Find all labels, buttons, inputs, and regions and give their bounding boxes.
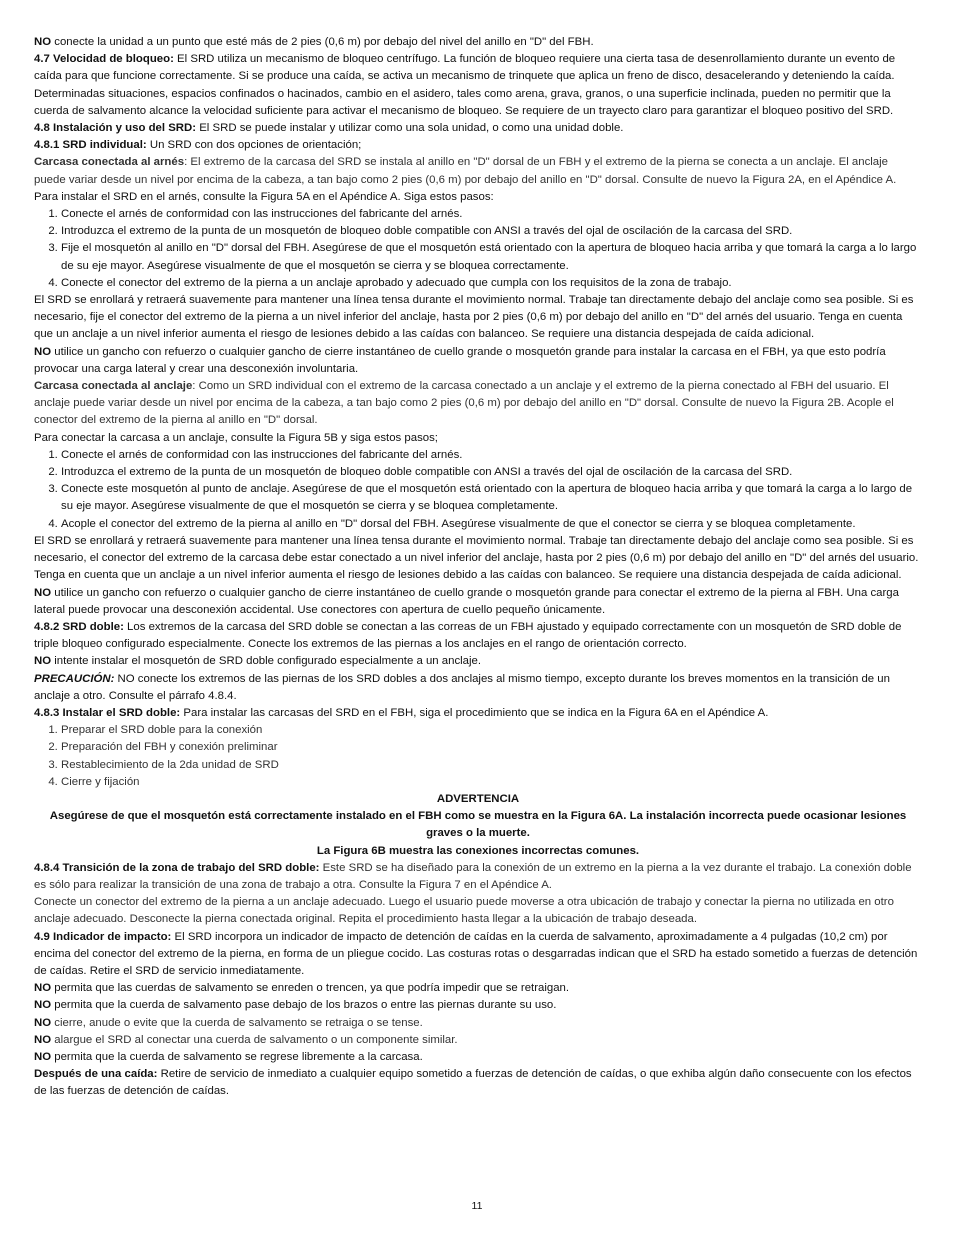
list-item: 2. Introduzca el extremo de la punta de un mosquetón de bloqueo doble compatible con ANSI a través del ojal de oscilación de la carcasa del SRD. <box>61 223 922 240</box>
list-item: 3. Restablecimiento de la 2da unidad de SRD <box>61 757 922 774</box>
paragraph-retract-a: El SRD se enrollará y retraerá suavemente para mantener una línea tensa durante el movimiento normal. Trabaje tan directamente debajo del anclaje como sea posible. Si es necesario, fije el conector del extremo de la pierna a un nivel inferior del anclaje, hasta por 2 pies (0,6 m) por debajo del anillo en "D" del arnés del usuario. Tenga en cuenta que un anclaje a un nivel inferior aumenta el riesgo de lesiones debido a las caídas con balanceo. Se requiere una distancia despejada de caída adicional. <box>34 294 914 341</box>
paragraph-no-3: NO cierre, anude o evite que la cuerda de salvamento se retraiga o se tense. <box>34 1016 423 1029</box>
connect-intro: Para conectar la carcasa a un anclaje, consulte la Figura 5B y siga estos pasos; <box>34 431 438 444</box>
list-item: 4. Acople el conector del extremo de la pierna al anillo en "D" dorsal del FBH. Asegúrese visualmente de que el conector se cierra y se bloquea completamente. <box>61 516 922 533</box>
section-4-8-1: 4.8.1 SRD individual: Un SRD con dos opciones de orientación; <box>34 139 362 152</box>
paragraph-retract-b: El SRD se enrollará y retraerá suavemente para mantener una línea tensa durante el movimiento normal. Trabaje tan directamente debajo del anclaje como sea posible. Si es necesario, el conector del extremo de la carcasa debe estar conectado a un nivel inferior del anclaje, hasta por 2 pies (0,6 m) por debajo del anillo en "D" del arnés del usuario. Tenga en cuenta que un anclaje a un nivel inferior aumenta el riesgo de lesiones debido a las caídas con balanceo. Se requiere una distancia despejada de caída adicional. <box>34 534 919 582</box>
section-4-9: 4.9 Indicador de impacto: El SRD incorpora un indicador de impacto de detención de caídas en la cuerda de salvamento, aproximadamente a 4 pulgadas (10,2 cm) por encima del conector del extremo de la pierna, en forma de un pliegue cocido. Las costuras rotas o desgarradas indican que el SRD ha estado sometido a fuerzas de detención de caídas. Retire el SRD de servicio inmediatamente. <box>34 930 918 977</box>
list-item: 3. Fije el mosquetón al anillo en "D" dorsal del FBH. Asegúrese de que el mosquetón está orientado con la apertura de bloqueo hacia arriba y que tomará la carga a lo largo de su eje mayor. Asegúrese visualmente de que el mosquetón se cierra y se bloquea correctamente. <box>61 240 922 274</box>
paragraph-connect-anchor: Conecte un conector del extremo de la pierna a un anclaje adecuado. Luego el usuario puede moverse a otra ubicación de trabajo y conectar la pierna no utilizada en otro anclaje adecuado. Desconecte la pierna conectada original. Repita el procedimiento hasta llegar a la ubicación de trabajo deseada. <box>34 896 894 926</box>
list-item: 1. Preparar el SRD doble para la conexión <box>61 722 922 739</box>
section-4-8: 4.8 Instalación y uso del SRD: El SRD se puede instalar y utilizar como una sola unidad, o como una unidad doble. <box>34 122 624 135</box>
paragraph-no-hook-a: NO utilice un gancho con refuerzo o cualquier gancho de cierre instantáneo de cuello grande o mosquetón grande para instalar la carcasa en el FBH, ya que esto podría provocar una carga lateral y crear una desconexión involuntaria. <box>34 345 886 375</box>
list-item: 1. Conecte el arnés de conformidad con las instrucciones del fabricante del arnés. <box>61 206 922 223</box>
list-item: 2. Preparación del FBH y conexión preliminar <box>61 739 922 756</box>
paragraph-carcasa-anclaje: Carcasa conectada al anclaje: Como un SRD individual con el extremo de la carcasa conectado a un anclaje y el extremo de la pierna conectado al FBH del usuario. El anclaje puede variar desde un nivel por encima de la cabeza, a tan bajo como 2 pies (0,6 m) por debajo del anillo en "D" dorsal. Consulte de nuevo la Figura 2B. Acople el conector del extremo de la pierna al anillo en "D" dorsal. <box>34 380 894 427</box>
paragraph-carcasa-arnes: Carcasa conectada al arnés: El extremo de la carcasa del SRD se instala al anillo en "D" dorsal de un FBH y el extremo de la pierna se conecta a un anclaje. El anclaje puede variar desde un nivel por encima de la cabeza, a tan bajo como 2 pies (0,6 m) por debajo del anillo en "D" dorsal. Consulte de nuevo la Figura 2A, en el Apéndice A. <box>34 156 897 186</box>
steps-list-a <box>34 206 922 292</box>
list-item: 4. Conecte el conector del extremo de la pierna a un anclaje aprobado y adecuado que cumpla con los requisitos de la zona de trabajo. <box>61 275 922 292</box>
paragraph-no-connect: NO conecte la unidad a un punto que esté más de 2 pies (0,6 m) por debajo del nivel del anillo en "D" del FBH. <box>34 36 594 48</box>
list-item: 3. Conecte este mosquetón al punto de anclaje. Asegúrese de que el mosquetón está orientado con la apertura de bloqueo hacia arriba y que tomará la carga a lo largo de su eje mayor. Asegúrese visualmente de que el mosquetón se cierra y se bloquea completamente. <box>61 481 922 515</box>
paragraph-no-2: NO permita que la cuerda de salvamento pase debajo de los brazos o entre las piernas durante su uso. <box>34 999 557 1012</box>
paragraph-no-5: NO permita que la cuerda de salvamento se regrese libremente a la carcasa. <box>34 1050 423 1063</box>
list-item: 1. Conecte el arnés de conformidad con las instrucciones del fabricante del arnés. <box>61 447 922 464</box>
warning-line-2: La Figura 6B muestra las conexiones incorrectas comunes. <box>316 844 640 857</box>
paragraph-no-install: NO intente instalar el mosquetón de SRD doble configurado especialmente a un anclaje. <box>34 655 482 668</box>
paragraph-precaucion: PRECAUCIÓN: NO conecte los extremos de las piernas de los SRD dobles a dos anclajes al mismo tiempo, excepto durante los breves momentos en la transición de un anclaje a otro. Consulte el párrafo 4.8.4. <box>34 672 890 702</box>
steps-list-b <box>34 447 922 533</box>
warning-block <box>34 791 922 860</box>
section-4-8-3: 4.8.3 Instalar el SRD doble: Para instalar las carcasas del SRD en el FBH, siga el procedimiento que se indica en la Figura 6A en el Apéndice A. <box>34 706 769 719</box>
paragraph-after-fall: Después de una caída: Retire de servicio de inmediato a cualquier equipo sometido a fuerzas de detención de caídas, o que exhiba algún daño consecuente con los efectos de las fuerzas de detención de caídas. <box>34 1068 912 1098</box>
steps-list-c <box>34 722 922 791</box>
paragraph-no-hook-b: NO utilice un gancho con refuerzo o cualquier gancho de cierre instantáneo de cuello grande o mosquetón grande para conectar el extremo de la pierna al FBH. Una carga lateral puede provocar una desconexión accidental. Use conectores con apertura de cuello pequeño únicamente. <box>34 586 899 616</box>
paragraph-no-4: NO alargue el SRD al conectar una cuerda de salvamento o un componente similar. <box>34 1033 458 1046</box>
warning-title: ADVERTENCIA <box>436 792 520 805</box>
page-number: 11 <box>471 1200 483 1212</box>
section-4-7: 4.7 Velocidad de bloqueo: El SRD utiliza un mecanismo de bloqueo centrífugo. La función de bloqueo requiere una cierta tasa de desenrollamiento durante un evento de caída para que funcione correctamente. Si se produce una caída, se activa un mecanismo de trinquete que aplica un freno de disco, desacelerando y deteniendo la caída. Determinadas situaciones, espacios confinados o hacinados, cambio en el asidero, tales como arena, grava, granos, o una superficie inclinada, pueden no permitir que la cuerda de salvamento alcance la velocidad suficiente para activar el mecanismo de bloqueo. Se requiere de un trayecto claro para garantizar el bloqueo positivo del SRD. <box>34 53 896 117</box>
list-item: 4. Cierre y fijación <box>61 774 922 791</box>
install-intro: Para instalar el SRD en el arnés, consulte la Figura 5A en el Apéndice A. Siga estos pasos: <box>34 190 494 203</box>
list-item: 2. Introduzca el extremo de la punta de un mosquetón de bloqueo doble compatible con ANSI a través del ojal de oscilación de la carcasa del SRD. <box>61 464 922 481</box>
section-4-8-4: 4.8.4 Transición de la zona de trabajo del SRD doble: Este SRD se ha diseñado para la conexión de un extremo en la pierna a la vez durante el trabajo. La conexión doble es sólo para realizar la transición de una zona de trabajo a otra. Consulte la Figura 7 en el Apéndice A. <box>34 861 912 891</box>
document-page <box>34 34 922 1101</box>
section-4-8-2: 4.8.2 SRD doble: Los extremos de la carcasa del SRD doble se conectan a las correas de un FBH ajustado y equipado correctamente con un mosquetón de SRD doble de triple bloqueo configurado especialmente. Conecte los extremos de las piernas a los anclajes en el rango de orientación correcto. <box>34 620 902 651</box>
warning-line-1: Asegúrese de que el mosquetón está correctamente instalado en el FBH como se muestra en la Figura 6A. La instalación incorrecta puede ocasionar lesiones graves o la muerte. <box>49 810 907 840</box>
paragraph-no-1: NO permita que las cuerdas de salvamento se enreden o trencen, ya que podría impedir que se retraigan. <box>34 982 570 995</box>
